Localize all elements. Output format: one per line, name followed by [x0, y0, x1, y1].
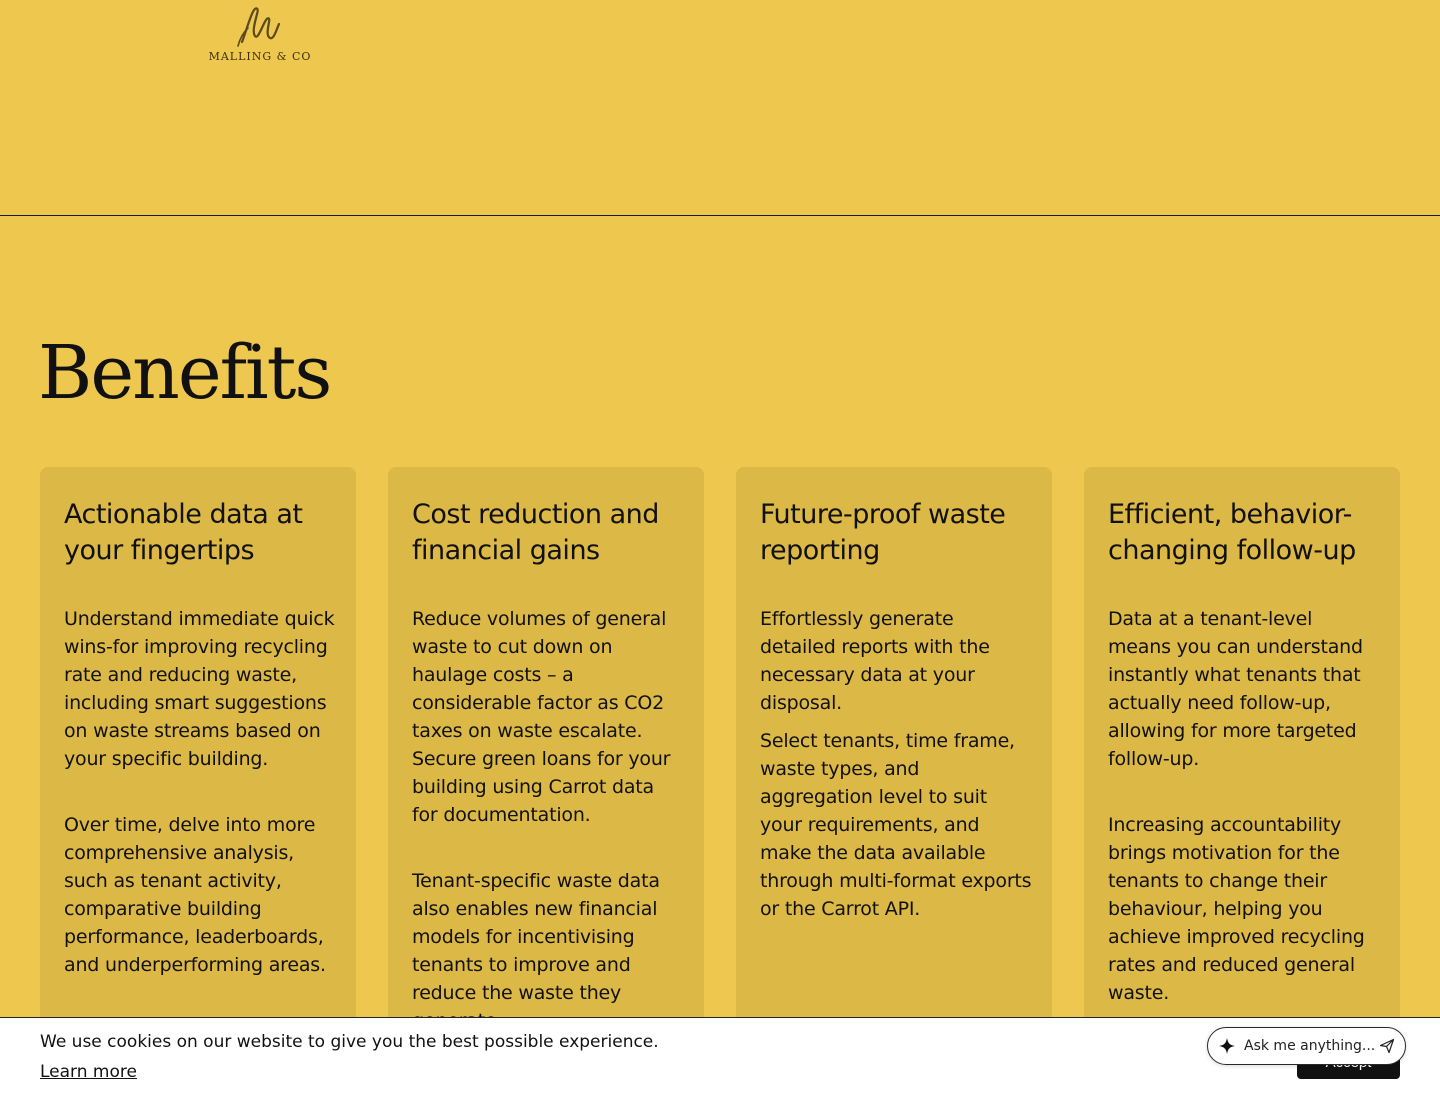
card-paragraph: Understand immediate quick wins-for improving recycling rate and reducing waste, including smart suggestions on waste streams based on your specific building. [64, 608, 335, 770]
card-title: Future-proof waste reporting [760, 499, 1006, 566]
logo[interactable] [204, 0, 316, 68]
chat-input[interactable]: Ask me anything... [1244, 1038, 1376, 1054]
cookie-message: We use cookies on our website to give you the best possible experience. [40, 1032, 659, 1052]
site-header [0, 0, 1440, 216]
card-paragraph: Tenant-specific waste data also enables new financial models for incentivising tenants to improve and reduce the waste they [412, 870, 660, 1004]
card-paragraph: Over time, delve into more comprehensive analysis, such as tenant activity, comparative building performance, leaderboards, and underperforming areas. [64, 814, 326, 976]
section-title: Benefits [38, 330, 331, 416]
benefit-card-actionable-data [40, 467, 356, 1100]
card-paragraph: Effortlessly generate detailed reports with the necessary data at your disposal. [760, 608, 990, 714]
sparkle-icon [1218, 1037, 1236, 1055]
logo-text: MALLING & CO [208, 50, 312, 63]
card-paragraph: Reduce volumes of general waste to cut down on haulage costs – a considerable factor as CO2 taxes on waste escalate. Secure green loans for your building using Carrot data for documentation. [412, 608, 671, 826]
chat-widget[interactable] [1207, 1027, 1406, 1065]
benefit-card-cost-reduction [388, 467, 704, 1100]
benefit-card-follow-up [1084, 467, 1400, 1100]
logo-monogram-icon [228, 2, 292, 50]
card-title: Cost reduction and financial gains [412, 499, 659, 566]
send-icon[interactable] [1379, 1038, 1395, 1054]
benefits-cards [40, 467, 1400, 1100]
benefit-card-reporting [736, 467, 1052, 1100]
card-title: Actionable data at your fingertips [64, 499, 303, 566]
card-paragraph: Data at a tenant-level means you can understand instantly what tenants that actually need follow-up, allowing for more targeted follow-up. [1108, 608, 1363, 770]
card-paragraph: Increasing accountability brings motivation for the tenants to change their behaviour, helping you achieve improved recycling rates and reduced general waste. [1108, 814, 1365, 1004]
learn-more-link[interactable]: Learn more [40, 1062, 137, 1082]
card-title: Efficient, behavior-changing follow-up [1108, 499, 1356, 566]
card-paragraph: Select tenants, time frame, waste types, and aggregation level to suit your requirements, and make the data available through multi-format exports or the Carrot API. [760, 730, 1032, 920]
